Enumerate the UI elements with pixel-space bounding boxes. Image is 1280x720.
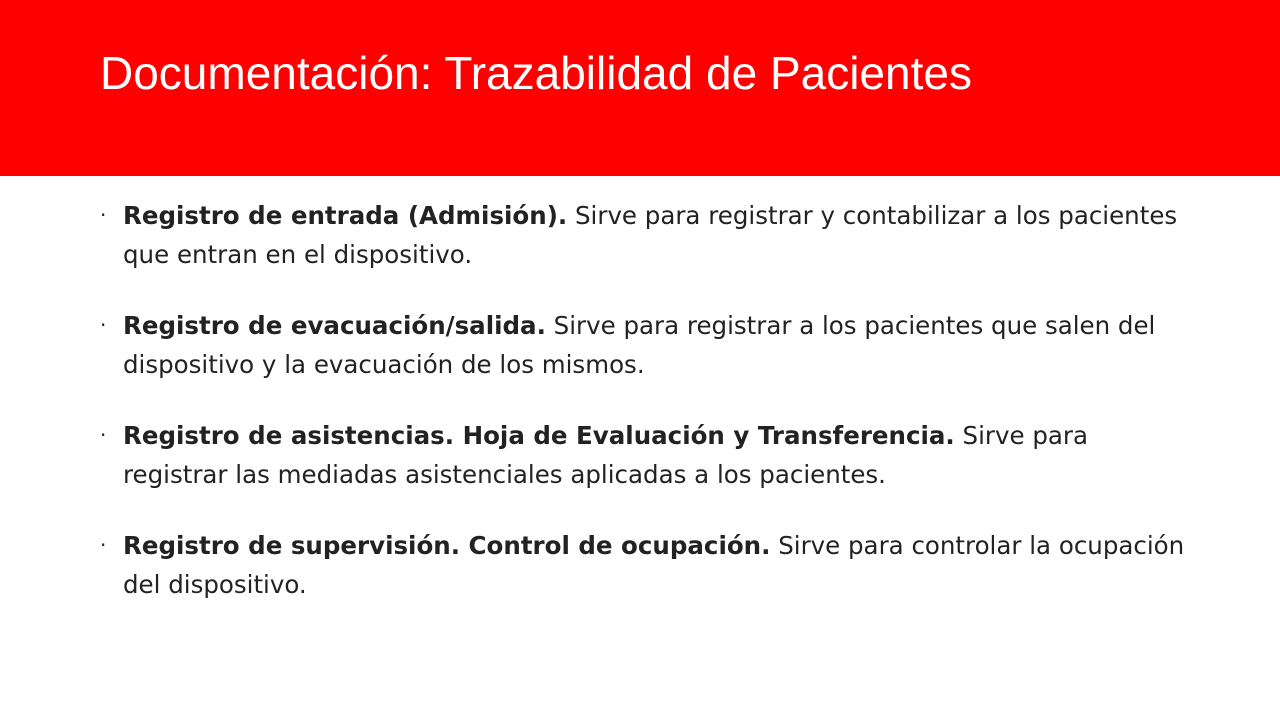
bullet-dot-icon: ·: [100, 533, 107, 557]
slide-title: Documentación: Trazabilidad de Pacientes: [100, 47, 972, 99]
bullet-lead: Registro de entrada (Admisión).: [123, 201, 568, 230]
bullet-item-asistencias: [100, 416, 1200, 494]
bullet-text: Sirve para controlar la ocupación del dispositivo.: [123, 531, 1185, 599]
bullet-text: Sirve para registrar y contabilizar a los pacientes que entran en el dispositivo.: [123, 201, 1178, 269]
bullet-text: Sirve para registrar las mediadas asistenciales aplicadas a los pacientes.: [123, 421, 1088, 489]
bullet-dot-icon: ·: [100, 203, 107, 227]
bullet-lead: Registro de evacuación/salida.: [123, 311, 546, 340]
bullet-lead: Registro de asistencias. Hoja de Evaluación y Transferencia.: [123, 421, 955, 450]
bullet-lead: Registro de supervisión. Control de ocupación.: [123, 531, 771, 560]
bullet-dot-icon: ·: [100, 423, 107, 447]
bullet-item-evacuacion: [100, 306, 1200, 384]
bullet-list: [100, 196, 1200, 636]
bullet-item-admision: [100, 196, 1200, 274]
bullet-dot-icon: ·: [100, 313, 107, 337]
bullet-text: Sirve para registrar a los pacientes que salen del dispositivo y la evacuación de los mismos.: [123, 311, 1156, 379]
bullet-item-supervision: [100, 526, 1200, 604]
title-bar: [0, 0, 1280, 176]
